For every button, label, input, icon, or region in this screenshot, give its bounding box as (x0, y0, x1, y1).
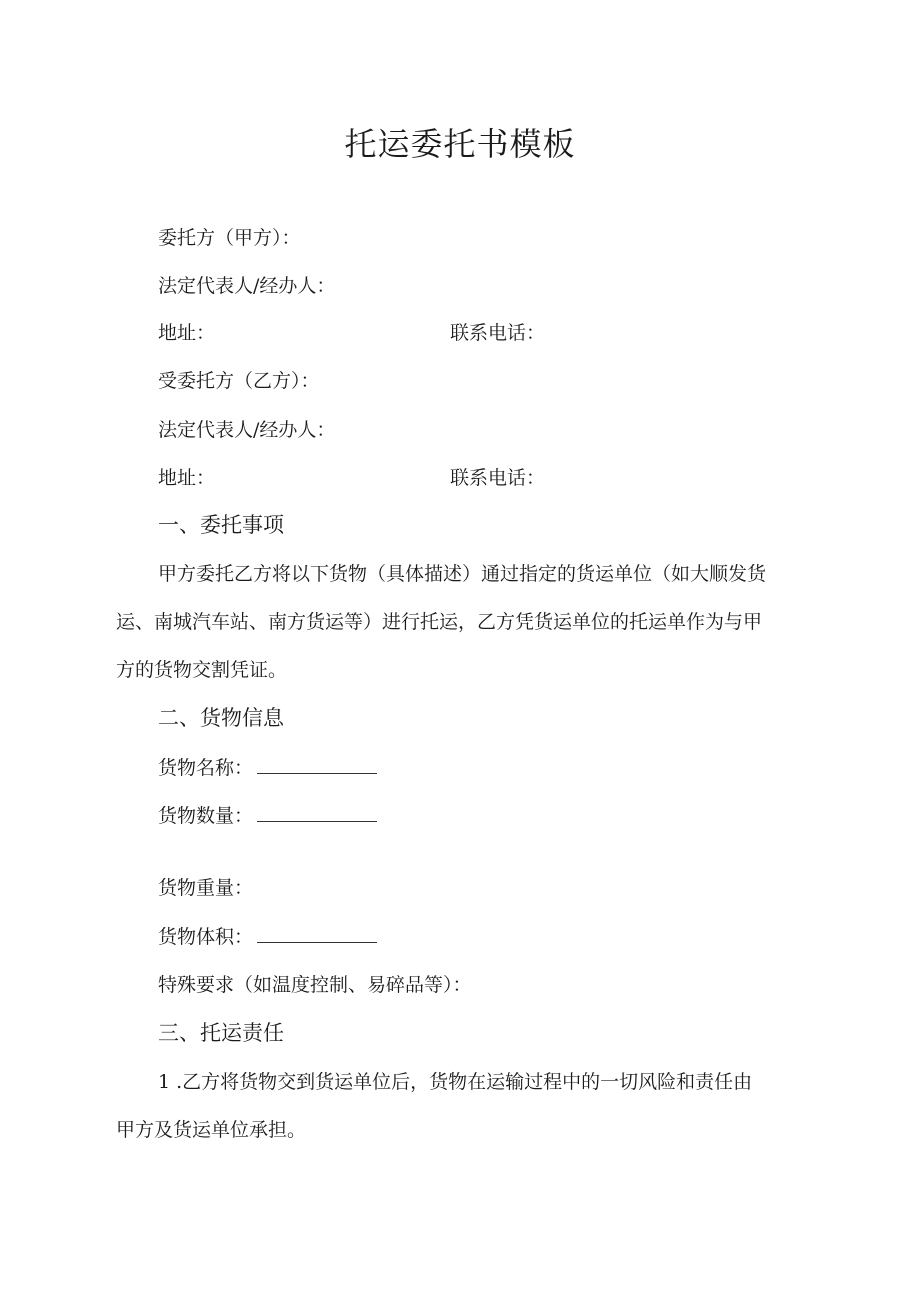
party-a-name-label: 委托方（甲方）： (158, 227, 301, 249)
section2-heading: 二、货物信息 (158, 706, 284, 730)
goods-qty-row (158, 807, 377, 826)
goods-qty-label: 货物数量： (158, 805, 254, 827)
goods-volume-label: 货物体积： (158, 926, 254, 948)
section3-item1-line-1: 1 .乙方将货物交到货运单位后，货物在运输过程中的一切风险和责任由 (158, 1071, 753, 1093)
section3-item1-line-2: 甲方及货运单位承担。 (116, 1119, 307, 1141)
section1-line-2: 运、南城汽车站、南方货运等）进行托运，乙方凭货运单位的托运单作为与甲 (116, 611, 763, 633)
goods-name-row (158, 759, 377, 778)
special-requirements-label: 特殊要求（如温度控制、易碎品等）： (158, 974, 472, 996)
section1-line-1: 甲方委托乙方将以下货物（具体描述）通过指定的货运单位（如大顺发货 (158, 563, 767, 585)
document-title: 托运委托书模板 (344, 125, 576, 163)
party-a-address-label: 地址： (158, 322, 216, 344)
party-b-phone-label: 联系电话： (450, 467, 546, 489)
party-b-address-label: 地址： (158, 467, 216, 489)
party-b-name-label: 受委托方（乙方）： (158, 370, 320, 392)
section1-heading: 一、委托事项 (158, 513, 284, 537)
goods-name-label: 货物名称： (158, 757, 254, 779)
party-a-phone-label: 联系电话： (450, 322, 546, 344)
goods-qty-blank (257, 807, 377, 822)
goods-volume-row (158, 928, 377, 947)
goods-volume-blank (257, 928, 377, 943)
goods-name-blank (257, 759, 377, 774)
goods-weight-label: 货物重量： (158, 877, 254, 899)
section1-line-3: 方的货物交割凭证。 (116, 659, 288, 681)
section3-heading: 三、托运责任 (158, 1021, 284, 1045)
party-b-rep-label: 法定代表人/经办人： (158, 419, 336, 441)
party-a-rep-label: 法定代表人/经办人： (158, 275, 336, 297)
